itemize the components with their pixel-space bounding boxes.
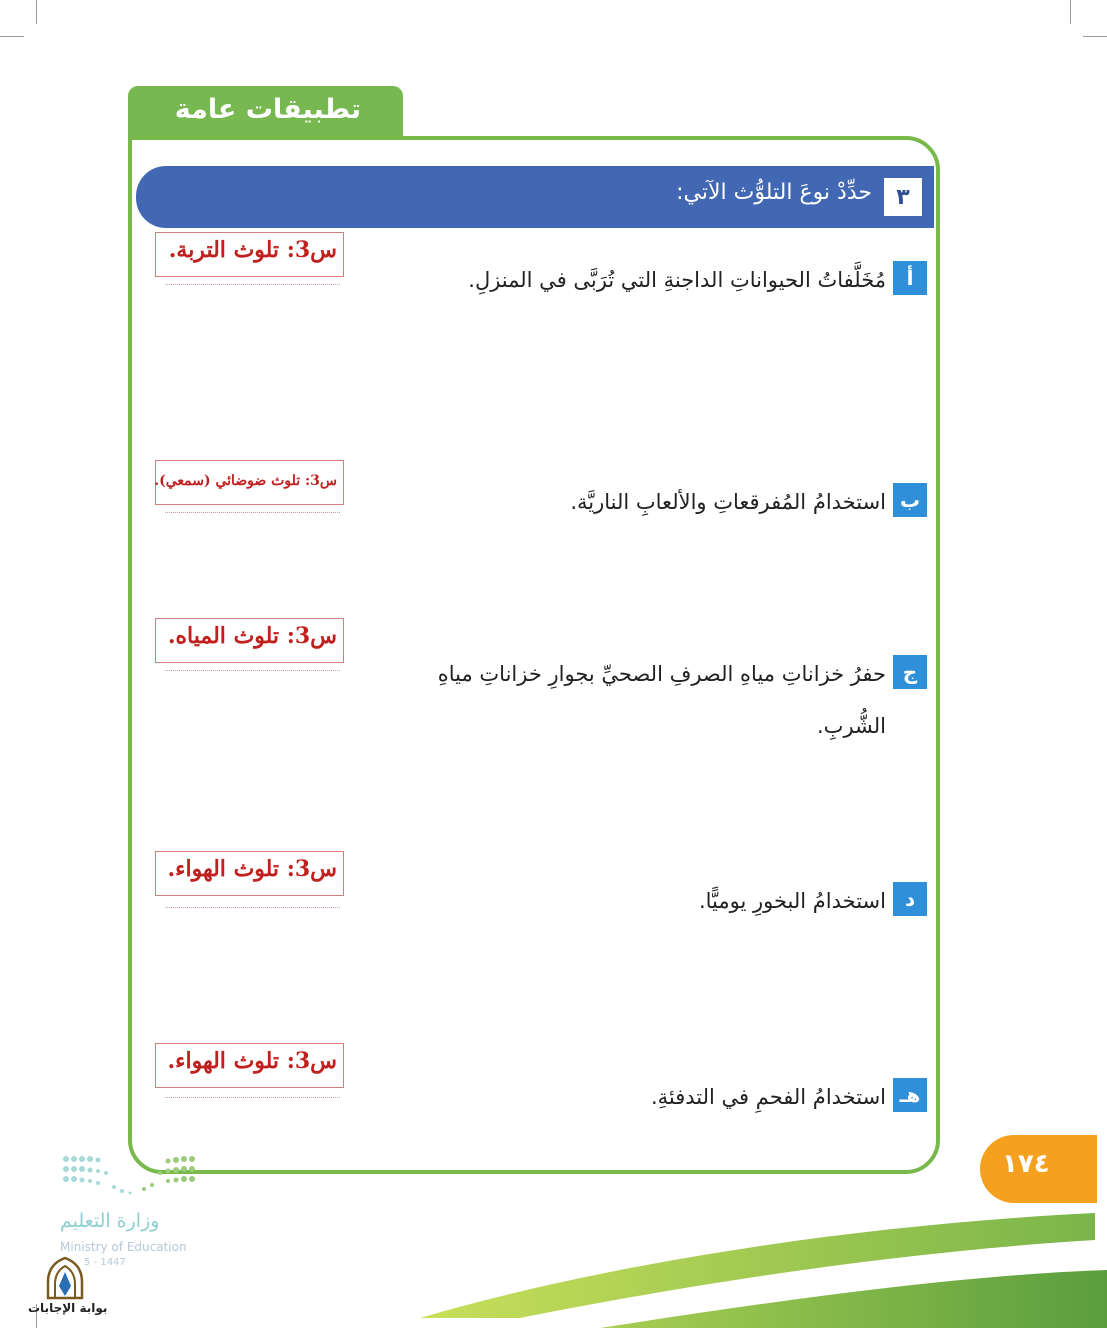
page-number: ١٧٤ [1002,1149,1050,1179]
answer-text: س3: تلوث الهواء. [167,1048,337,1074]
answer-box [155,232,344,277]
answer-text: س3: تلوث ضوضائي (سمعي). [154,473,337,489]
item-letter: ج [893,655,927,689]
item-letter: د [893,882,927,916]
section-tab-label: تطبيقات عامة [174,94,361,125]
item-text: استخدامُ البخورِ يوميًّا. [698,889,886,913]
answer-text: س3: تلوث التربة. [168,237,337,263]
item-letter: ب [893,483,927,517]
answer-line [165,907,340,908]
crop-mark [1083,36,1107,37]
watermark-emblem-icon [44,1256,86,1300]
decorative-swoosh [400,1205,1107,1328]
answer-line [165,512,340,513]
ministry-name-ar: وزارة التعليم [60,1210,160,1232]
item-text: استخدامُ الفحمِ في التدفئةِ. [650,1085,886,1109]
answer-line [165,1097,340,1098]
answer-line [165,284,340,285]
ministry-year: 5 - 1447 [84,1257,126,1268]
answer-box [155,460,344,505]
ministry-name-en: Ministry of Education [60,1240,187,1254]
crop-mark [36,0,37,24]
answer-line [165,670,340,671]
question-number: ٣ [884,178,922,216]
item-text: استخدامُ المُفرقعاتِ والألعابِ الناريَّة. [570,490,886,514]
answer-box [155,851,344,896]
item-letter: أ [893,261,927,295]
question-header [136,166,934,228]
page-number-badge [980,1135,1097,1203]
answer-box [155,618,344,663]
answer-box [155,1043,344,1088]
item-text: مُخَلَّفاتُ الحيواناتِ الداجنةِ التي تُرَبَّى في المنزلِ. [468,268,886,292]
item-letter: هـ [893,1078,927,1112]
watermark-label: بوابة الإجابات [28,1301,108,1315]
answer-text: س3: تلوث المياه. [167,623,337,649]
item-text: حفرُ خزاناتِ مياهِ الصرفِ الصحيِّ بجوارِ خزاناتِ مياهِ الشُّربِ. [437,662,886,738]
answer-text: س3: تلوث الهواء. [167,856,337,882]
crop-mark [0,36,24,37]
crop-mark [1070,0,1071,24]
ministry-logo-icon [60,1153,200,1201]
question-prompt: حدِّدْ نوعَ التلوُّث الآتي: [676,180,872,205]
